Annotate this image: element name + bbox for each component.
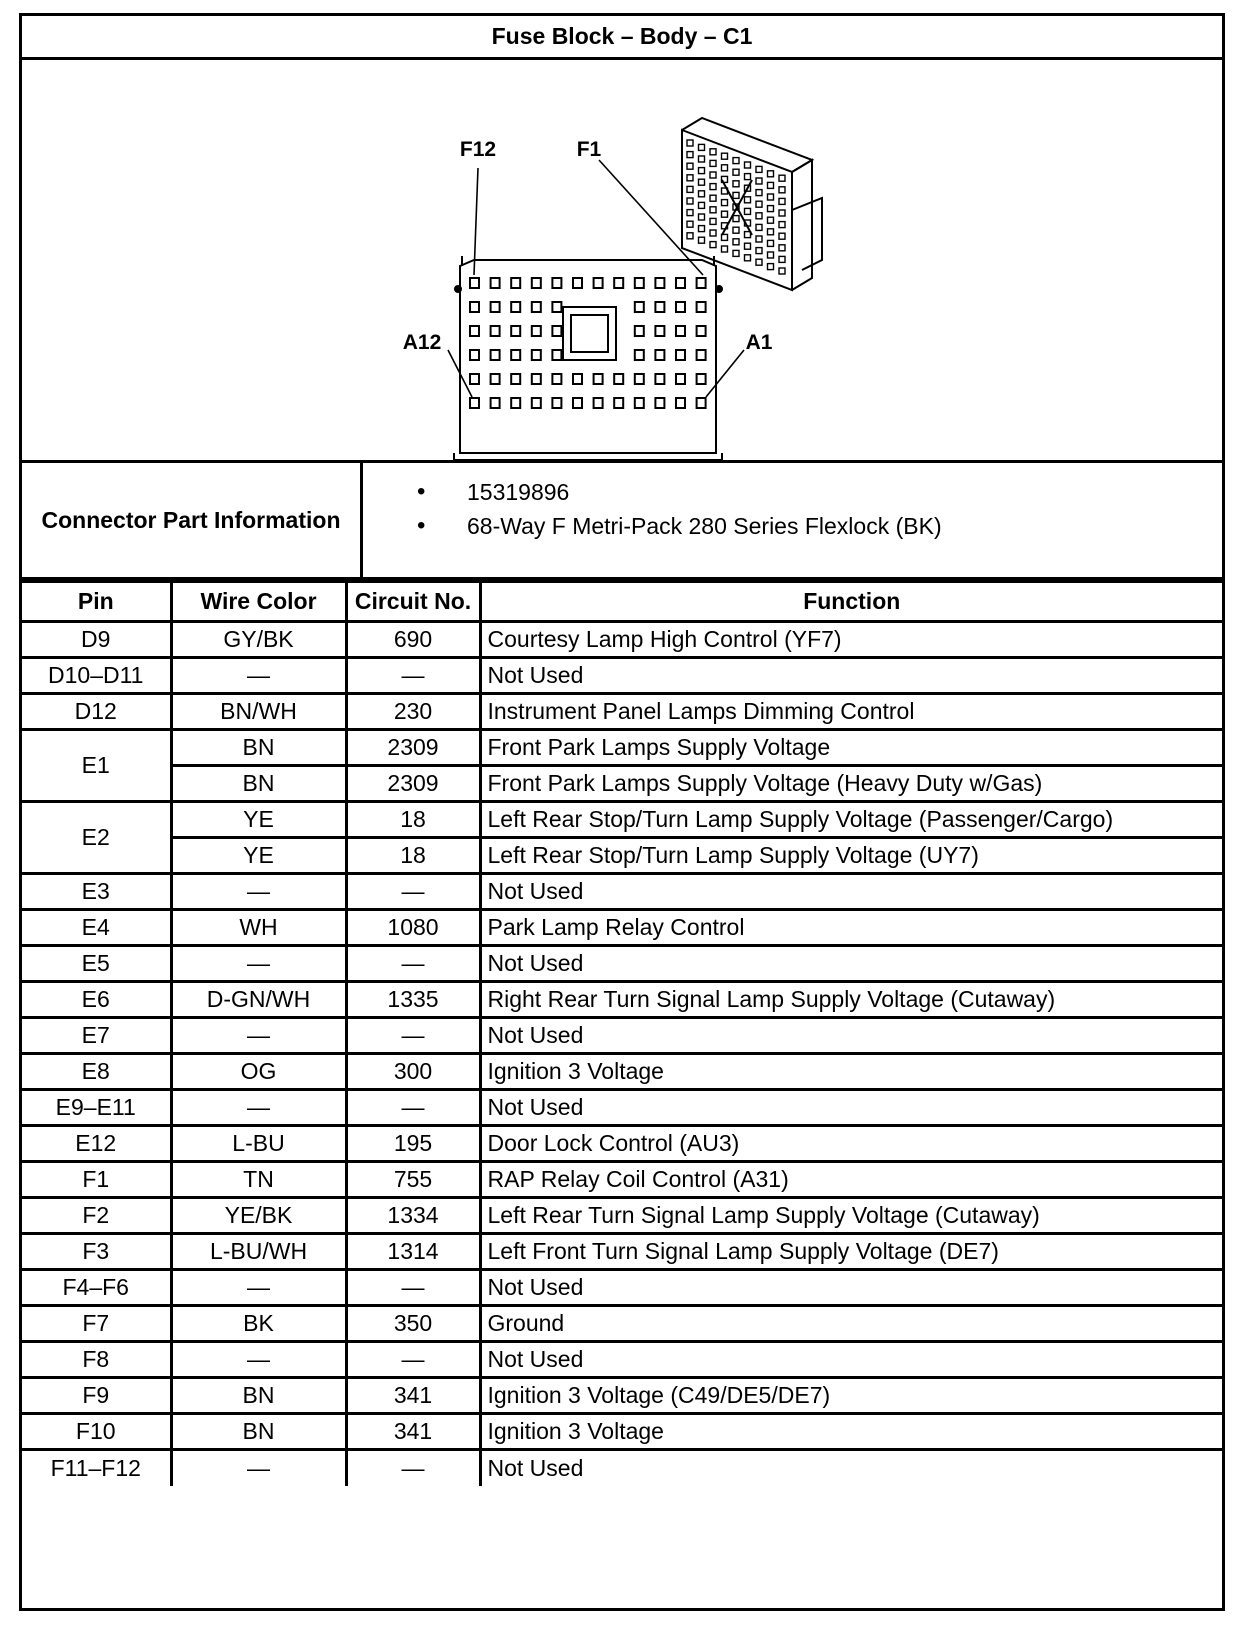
iso-cavity bbox=[687, 152, 693, 158]
pin-cell: E6 bbox=[22, 982, 171, 1018]
table-row bbox=[22, 1054, 1222, 1090]
function-cell: RAP Relay Coil Control (A31) bbox=[480, 1162, 1222, 1198]
pin-cell: E7 bbox=[22, 1018, 171, 1054]
function-cell: Not Used bbox=[480, 1090, 1222, 1126]
connector-face-drawing bbox=[22, 60, 1222, 460]
pin-cavity bbox=[491, 278, 500, 288]
circuit-cell: 755 bbox=[346, 1162, 480, 1198]
label-f1: F1 bbox=[576, 138, 602, 161]
connector-sheet bbox=[19, 13, 1225, 1611]
pin-cavity bbox=[470, 326, 479, 336]
connector-part-label: Connector Part Information bbox=[22, 463, 363, 577]
iso-cavity bbox=[779, 222, 785, 228]
pin-cavity bbox=[511, 302, 520, 312]
circuit-cell: 341 bbox=[346, 1414, 480, 1450]
function-cell: Front Park Lamps Supply Voltage bbox=[480, 730, 1222, 766]
header-function: Function bbox=[480, 582, 1222, 622]
wire-color-cell: — bbox=[171, 1270, 346, 1306]
function-cell: Park Lamp Relay Control bbox=[480, 910, 1222, 946]
table-row bbox=[22, 766, 1222, 802]
connector-part-description: • 68-Way F Metri-Pack 280 Series Flexlock (BK) bbox=[417, 509, 942, 543]
pin-cell: E5 bbox=[22, 946, 171, 982]
iso-cavity bbox=[733, 192, 739, 198]
iso-cavity bbox=[733, 216, 739, 222]
iso-cavity bbox=[745, 174, 751, 180]
pin-cavity bbox=[697, 350, 706, 360]
pin-cell: F3 bbox=[22, 1234, 171, 1270]
pin-cavity bbox=[491, 374, 500, 384]
connector-diagram bbox=[22, 60, 1222, 463]
pin-cavity bbox=[697, 398, 706, 408]
function-cell: Not Used bbox=[480, 874, 1222, 910]
pin-cell: F8 bbox=[22, 1342, 171, 1378]
pin-cavity bbox=[676, 350, 685, 360]
circuit-cell: 1080 bbox=[346, 910, 480, 946]
table-row bbox=[22, 658, 1222, 694]
pin-cavity bbox=[470, 302, 479, 312]
wire-color-cell: YE/BK bbox=[171, 1198, 346, 1234]
pin-cavity bbox=[573, 398, 582, 408]
pin-cavity bbox=[532, 398, 541, 408]
pin-cavity bbox=[470, 374, 479, 384]
pin-cavity bbox=[552, 326, 561, 336]
label-f12: F12 bbox=[459, 138, 497, 161]
iso-cavity bbox=[687, 233, 693, 239]
function-cell: Not Used bbox=[480, 1342, 1222, 1378]
table-row bbox=[22, 1270, 1222, 1306]
pin-cavity bbox=[470, 398, 479, 408]
pin-cavity-grid bbox=[470, 278, 706, 408]
wire-color-cell: BN bbox=[171, 1414, 346, 1450]
pin-cavity bbox=[511, 398, 520, 408]
function-cell: Ignition 3 Voltage (C49/DE5/DE7) bbox=[480, 1378, 1222, 1414]
iso-cavity bbox=[699, 237, 705, 243]
wire-color-cell: — bbox=[171, 1018, 346, 1054]
iso-cavity bbox=[756, 259, 762, 265]
iso-cavity bbox=[687, 140, 693, 146]
pin-cavity bbox=[552, 398, 561, 408]
iso-cavity bbox=[722, 200, 728, 206]
connector-part-information bbox=[22, 463, 1222, 580]
circuit-cell: 350 bbox=[346, 1306, 480, 1342]
iso-cavity bbox=[768, 240, 774, 246]
table-row bbox=[22, 1198, 1222, 1234]
iso-cavity bbox=[710, 149, 716, 155]
circuit-cell: — bbox=[346, 946, 480, 982]
function-cell: Ignition 3 Voltage bbox=[480, 1414, 1222, 1450]
iso-cavity bbox=[722, 153, 728, 159]
connector-part-number: • 15319896 bbox=[417, 475, 942, 509]
wire-color-cell: TN bbox=[171, 1162, 346, 1198]
iso-cavity bbox=[687, 210, 693, 216]
iso-cavity bbox=[710, 218, 716, 224]
iso-cavity bbox=[687, 163, 693, 169]
circuit-cell: — bbox=[346, 1090, 480, 1126]
pin-cell: F9 bbox=[22, 1378, 171, 1414]
iso-cavity bbox=[779, 268, 785, 274]
wire-color-cell: OG bbox=[171, 1054, 346, 1090]
table-row bbox=[22, 622, 1222, 658]
iso-cavity bbox=[722, 211, 728, 217]
iso-cavity bbox=[756, 166, 762, 172]
connector-part-list bbox=[417, 475, 942, 543]
table-row bbox=[22, 802, 1222, 838]
iso-cavity bbox=[768, 171, 774, 177]
wire-color-cell: D-GN/WH bbox=[171, 982, 346, 1018]
pin-cavity bbox=[532, 278, 541, 288]
table-row bbox=[22, 730, 1222, 766]
pin-cavity bbox=[532, 374, 541, 384]
circuit-cell: 341 bbox=[346, 1378, 480, 1414]
iso-cavity bbox=[745, 162, 751, 168]
pin-cavity bbox=[552, 350, 561, 360]
table-row bbox=[22, 1090, 1222, 1126]
pin-table bbox=[22, 580, 1222, 1486]
connector-face bbox=[454, 256, 722, 460]
header-circuit: Circuit No. bbox=[346, 582, 480, 622]
iso-cavity bbox=[756, 224, 762, 230]
wire-color-cell: — bbox=[171, 1090, 346, 1126]
wire-color-cell: L-BU bbox=[171, 1126, 346, 1162]
iso-cavity bbox=[756, 248, 762, 254]
function-cell: Not Used bbox=[480, 1018, 1222, 1054]
iso-cavity bbox=[768, 252, 774, 258]
pin-cell: E3 bbox=[22, 874, 171, 910]
iso-cavity bbox=[710, 172, 716, 178]
pin-cavity bbox=[573, 374, 582, 384]
iso-cavity bbox=[722, 246, 728, 252]
table-row bbox=[22, 1018, 1222, 1054]
circuit-cell: 18 bbox=[346, 838, 480, 874]
circuit-cell: — bbox=[346, 874, 480, 910]
pin-cell: F2 bbox=[22, 1198, 171, 1234]
pin-cell: E9–E11 bbox=[22, 1090, 171, 1126]
iso-cavity bbox=[699, 226, 705, 232]
table-row bbox=[22, 982, 1222, 1018]
wire-color-cell: BN bbox=[171, 766, 346, 802]
function-cell: Door Lock Control (AU3) bbox=[480, 1126, 1222, 1162]
pin-cavity bbox=[491, 350, 500, 360]
iso-cavity bbox=[756, 190, 762, 196]
circuit-cell: 230 bbox=[346, 694, 480, 730]
wire-color-cell: BN/WH bbox=[171, 694, 346, 730]
pin-cavity bbox=[676, 374, 685, 384]
iso-cavity bbox=[710, 195, 716, 201]
pin-cavity bbox=[676, 398, 685, 408]
pin-cell: F11–F12 bbox=[22, 1450, 171, 1486]
iso-cavity bbox=[779, 256, 785, 262]
function-cell: Front Park Lamps Supply Voltage (Heavy Duty w/Gas) bbox=[480, 766, 1222, 802]
function-cell: Not Used bbox=[480, 658, 1222, 694]
pin-cavity bbox=[697, 302, 706, 312]
pin-cavity bbox=[655, 326, 664, 336]
pin-cavity bbox=[511, 278, 520, 288]
pin-cavity bbox=[552, 374, 561, 384]
iso-cavity bbox=[733, 169, 739, 175]
pin-cavity bbox=[635, 326, 644, 336]
pin-cavity bbox=[655, 398, 664, 408]
iso-cavity bbox=[699, 191, 705, 197]
table-row bbox=[22, 1414, 1222, 1450]
iso-cavity bbox=[710, 160, 716, 166]
pin-cavity bbox=[697, 374, 706, 384]
circuit-cell: — bbox=[346, 1270, 480, 1306]
iso-cavity bbox=[687, 198, 693, 204]
iso-cavity bbox=[768, 229, 774, 235]
pin-cell: D9 bbox=[22, 622, 171, 658]
iso-cavity bbox=[687, 221, 693, 227]
pin-cavity bbox=[532, 326, 541, 336]
function-cell: Ground bbox=[480, 1306, 1222, 1342]
pin-cavity bbox=[655, 278, 664, 288]
table-row bbox=[22, 874, 1222, 910]
table-row bbox=[22, 1450, 1222, 1486]
pin-cavity bbox=[491, 398, 500, 408]
iso-cavity bbox=[779, 198, 785, 204]
wire-color-cell: YE bbox=[171, 838, 346, 874]
function-cell: Right Rear Turn Signal Lamp Supply Voltage (Cutaway) bbox=[480, 982, 1222, 1018]
wire-color-cell: L-BU/WH bbox=[171, 1234, 346, 1270]
label-a12: A12 bbox=[402, 331, 442, 354]
iso-cavity bbox=[756, 236, 762, 242]
table-row bbox=[22, 1126, 1222, 1162]
iso-cavity bbox=[733, 239, 739, 245]
pin-cavity bbox=[511, 374, 520, 384]
pin-cavity bbox=[470, 278, 479, 288]
pin-table-header bbox=[22, 582, 1222, 622]
iso-cavity bbox=[756, 201, 762, 207]
wire-color-cell: — bbox=[171, 1450, 346, 1486]
circuit-cell: 690 bbox=[346, 622, 480, 658]
wire-color-cell: WH bbox=[171, 910, 346, 946]
iso-cavity bbox=[779, 210, 785, 216]
wire-color-cell: YE bbox=[171, 802, 346, 838]
iso-cavity bbox=[699, 202, 705, 208]
iso-cavity bbox=[710, 184, 716, 190]
pin-cavity bbox=[614, 278, 623, 288]
wire-color-cell: — bbox=[171, 946, 346, 982]
iso-cavity bbox=[768, 217, 774, 223]
pin-cavity bbox=[635, 398, 644, 408]
wire-color-cell: — bbox=[171, 874, 346, 910]
pin-cavity bbox=[635, 302, 644, 312]
iso-cavity bbox=[745, 243, 751, 249]
iso-cavity bbox=[710, 207, 716, 213]
pin-cell: F7 bbox=[22, 1306, 171, 1342]
circuit-cell: — bbox=[346, 1450, 480, 1486]
iso-cavity bbox=[745, 208, 751, 214]
iso-cavity bbox=[687, 186, 693, 192]
table-row bbox=[22, 946, 1222, 982]
iso-cavity bbox=[768, 264, 774, 270]
iso-cavity bbox=[687, 175, 693, 181]
pin-cell: F10 bbox=[22, 1414, 171, 1450]
pin-cell: D10–D11 bbox=[22, 658, 171, 694]
circuit-cell: 18 bbox=[346, 802, 480, 838]
circuit-cell: — bbox=[346, 1018, 480, 1054]
pin-cell: D12 bbox=[22, 694, 171, 730]
iso-cavity bbox=[756, 178, 762, 184]
pin-cavity bbox=[511, 350, 520, 360]
table-row bbox=[22, 1234, 1222, 1270]
iso-cavity bbox=[768, 182, 774, 188]
wire-color-cell: BN bbox=[171, 1378, 346, 1414]
pin-cavity bbox=[676, 326, 685, 336]
table-row bbox=[22, 838, 1222, 874]
function-cell: Not Used bbox=[480, 1270, 1222, 1306]
iso-cavity bbox=[733, 250, 739, 256]
pin-cavity bbox=[697, 278, 706, 288]
iso-cavity bbox=[722, 234, 728, 240]
iso-cavity bbox=[710, 230, 716, 236]
iso-cavity bbox=[733, 158, 739, 164]
iso-cavity bbox=[779, 245, 785, 251]
pin-cavity bbox=[511, 326, 520, 336]
table-row bbox=[22, 694, 1222, 730]
circuit-cell: 2309 bbox=[346, 730, 480, 766]
pin-cell: E1 bbox=[22, 730, 171, 802]
pin-cavity bbox=[676, 302, 685, 312]
pin-cavity bbox=[614, 374, 623, 384]
pin-cavity bbox=[552, 278, 561, 288]
pin-cell: E12 bbox=[22, 1126, 171, 1162]
wire-color-cell: BN bbox=[171, 730, 346, 766]
pin-cell: F1 bbox=[22, 1162, 171, 1198]
wire-color-cell: — bbox=[171, 658, 346, 694]
iso-cavity bbox=[699, 168, 705, 174]
function-cell: Courtesy Lamp High Control (YF7) bbox=[480, 622, 1222, 658]
circuit-cell: 1334 bbox=[346, 1198, 480, 1234]
pin-cavity bbox=[614, 398, 623, 408]
pin-cell: F4–F6 bbox=[22, 1270, 171, 1306]
circuit-cell: 300 bbox=[346, 1054, 480, 1090]
pin-cavity bbox=[676, 278, 685, 288]
iso-cavity bbox=[768, 194, 774, 200]
pin-cavity bbox=[635, 278, 644, 288]
wire-color-cell: GY/BK bbox=[171, 622, 346, 658]
function-cell: Left Rear Turn Signal Lamp Supply Voltage (Cutaway) bbox=[480, 1198, 1222, 1234]
table-row bbox=[22, 910, 1222, 946]
circuit-cell: 1335 bbox=[346, 982, 480, 1018]
header-wire-color: Wire Color bbox=[171, 582, 346, 622]
function-cell: Left Rear Stop/Turn Lamp Supply Voltage (Passenger/Cargo) bbox=[480, 802, 1222, 838]
iso-cavity bbox=[699, 214, 705, 220]
pin-cavity bbox=[635, 350, 644, 360]
function-cell: Left Front Turn Signal Lamp Supply Voltage (DE7) bbox=[480, 1234, 1222, 1270]
circuit-cell: 195 bbox=[346, 1126, 480, 1162]
circuit-cell: — bbox=[346, 1342, 480, 1378]
header-pin: Pin bbox=[22, 582, 171, 622]
pin-cavity bbox=[635, 374, 644, 384]
iso-cavity bbox=[710, 242, 716, 248]
circuit-cell: — bbox=[346, 658, 480, 694]
pin-cavity bbox=[655, 350, 664, 360]
pin-cavity bbox=[655, 302, 664, 312]
table-row bbox=[22, 1378, 1222, 1414]
pin-cavity bbox=[697, 326, 706, 336]
table-row bbox=[22, 1162, 1222, 1198]
iso-cavity bbox=[699, 144, 705, 150]
iso-cavity bbox=[722, 165, 728, 171]
pin-cavity bbox=[594, 374, 603, 384]
iso-cavity bbox=[745, 197, 751, 203]
function-cell: Not Used bbox=[480, 946, 1222, 982]
iso-cavity bbox=[745, 255, 751, 261]
pin-cell: E8 bbox=[22, 1054, 171, 1090]
table-row bbox=[22, 1306, 1222, 1342]
iso-cavity bbox=[699, 156, 705, 162]
iso-cavity bbox=[779, 233, 785, 239]
pin-cavity bbox=[532, 350, 541, 360]
iso-cavity bbox=[779, 187, 785, 193]
iso-cavity bbox=[699, 179, 705, 185]
page-title: Fuse Block – Body – C1 bbox=[22, 16, 1222, 60]
pin-cavity bbox=[594, 278, 603, 288]
pin-cavity bbox=[491, 302, 500, 312]
function-cell: Ignition 3 Voltage bbox=[480, 1054, 1222, 1090]
label-a1: A1 bbox=[745, 331, 773, 354]
function-cell: Not Used bbox=[480, 1450, 1222, 1486]
table-row bbox=[22, 1342, 1222, 1378]
pin-cavity bbox=[655, 374, 664, 384]
pin-cavity bbox=[594, 398, 603, 408]
function-cell: Left Rear Stop/Turn Lamp Supply Voltage (UY7) bbox=[480, 838, 1222, 874]
pin-cavity bbox=[491, 326, 500, 336]
pin-cell: E4 bbox=[22, 910, 171, 946]
function-cell: Instrument Panel Lamps Dimming Control bbox=[480, 694, 1222, 730]
pin-cavity bbox=[573, 278, 582, 288]
circuit-cell: 1314 bbox=[346, 1234, 480, 1270]
iso-cavity bbox=[733, 227, 739, 233]
pin-cavity bbox=[552, 302, 561, 312]
iso-cavity bbox=[779, 175, 785, 181]
pin-cavity bbox=[470, 350, 479, 360]
wire-color-cell: — bbox=[171, 1342, 346, 1378]
iso-cavity bbox=[756, 213, 762, 219]
iso-cavity bbox=[733, 181, 739, 187]
iso-cavity bbox=[768, 206, 774, 212]
pin-cell: E2 bbox=[22, 802, 171, 874]
pin-cavity bbox=[532, 302, 541, 312]
circuit-cell: 2309 bbox=[346, 766, 480, 802]
wire-color-cell: BK bbox=[171, 1306, 346, 1342]
